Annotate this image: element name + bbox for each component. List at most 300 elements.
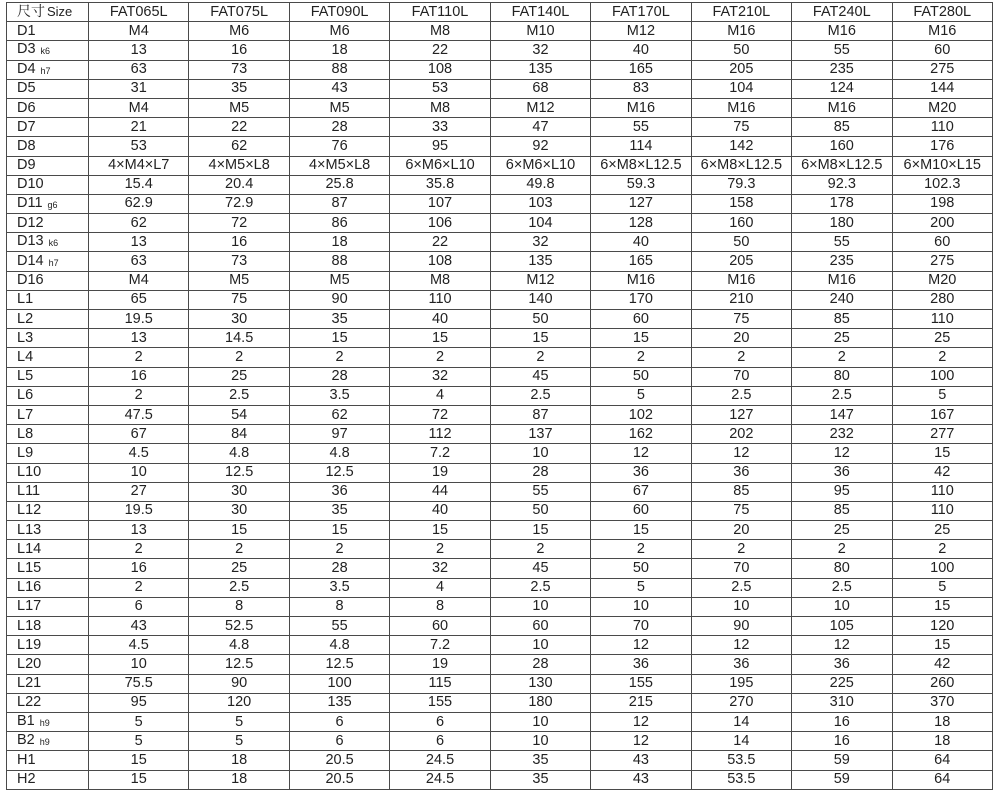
table-cell: 28 — [289, 118, 389, 137]
table-row — [7, 22, 993, 41]
row-label — [7, 674, 89, 693]
table-cell: 110 — [892, 501, 993, 520]
table-row — [7, 290, 993, 309]
table-cell: 15 — [591, 329, 691, 348]
table-cell: 53 — [89, 137, 189, 156]
row-label-text: H2 — [17, 771, 36, 788]
table-cell: 19 — [390, 463, 490, 482]
table-cell: 10 — [490, 444, 590, 463]
table-cell: 2.5 — [189, 578, 289, 597]
table-cell: 47 — [490, 118, 590, 137]
table-cell: 20.5 — [289, 770, 389, 789]
table-cell: 18 — [289, 41, 389, 60]
row-label-text: D12 — [17, 214, 44, 231]
row-label-text: L4 — [17, 348, 34, 365]
table-cell: 225 — [792, 674, 892, 693]
table-cell: 59 — [792, 770, 892, 789]
row-label-text: D10 — [17, 176, 44, 193]
table-cell: 20.4 — [189, 175, 289, 194]
table-cell: 6 — [390, 712, 490, 731]
table-cell: 2.5 — [691, 386, 791, 405]
table-cell: 2 — [89, 348, 189, 367]
row-label-text: L6 — [17, 387, 34, 404]
row-label-text: D13 — [17, 233, 44, 250]
table-cell: 70 — [691, 559, 791, 578]
table-cell: 36 — [792, 463, 892, 482]
table-cell: 50 — [490, 501, 590, 520]
table-cell: 120 — [892, 617, 993, 636]
table-cell: M5 — [289, 271, 389, 290]
row-label — [7, 98, 89, 117]
table-cell: M16 — [691, 22, 791, 41]
table-row — [7, 501, 993, 520]
table-cell: 3.5 — [289, 578, 389, 597]
table-cell: 67 — [89, 425, 189, 444]
table-cell: 67 — [591, 482, 691, 501]
table-cell: 275 — [892, 60, 993, 79]
table-cell: 270 — [691, 693, 791, 712]
table-row — [7, 578, 993, 597]
table-cell: 112 — [390, 425, 490, 444]
table-cell: 36 — [591, 463, 691, 482]
table-cell: 36 — [691, 463, 791, 482]
table-cell: 7.2 — [390, 636, 490, 655]
table-cell: 12.5 — [189, 463, 289, 482]
row-label — [7, 425, 89, 444]
model-header: FAT075L — [189, 3, 289, 22]
table-cell: 52.5 — [189, 617, 289, 636]
table-cell: 10 — [490, 732, 590, 751]
table-row — [7, 214, 993, 233]
table-cell: 15 — [892, 597, 993, 616]
table-cell: 36 — [591, 655, 691, 674]
row-label — [7, 578, 89, 597]
table-body — [7, 22, 993, 790]
table-cell: 4.8 — [189, 444, 289, 463]
table-cell: 19.5 — [89, 310, 189, 329]
table-row — [7, 617, 993, 636]
row-label-text: D16 — [17, 272, 44, 289]
row-label-text: D6 — [17, 99, 36, 116]
table-cell: 40 — [591, 233, 691, 252]
row-label-text: L18 — [17, 617, 42, 634]
table-cell: 68 — [490, 79, 590, 98]
table-cell: 31 — [89, 79, 189, 98]
table-cell: 155 — [591, 674, 691, 693]
row-label-text: B1 — [17, 713, 35, 730]
table-cell: 75 — [691, 310, 791, 329]
table-cell: 18 — [189, 751, 289, 770]
table-cell: 12 — [591, 732, 691, 751]
table-cell: 165 — [591, 252, 691, 271]
table-cell: 92.3 — [792, 175, 892, 194]
row-label-text: D3 — [17, 41, 36, 58]
table-cell: 6 — [89, 597, 189, 616]
row-label-text: L8 — [17, 425, 34, 442]
table-cell: 106 — [390, 214, 490, 233]
table-cell: 15 — [892, 444, 993, 463]
row-label — [7, 194, 89, 213]
row-label — [7, 156, 89, 175]
table-row — [7, 597, 993, 616]
table-cell: 3.5 — [289, 386, 389, 405]
table-cell: 60 — [591, 501, 691, 520]
table-cell: 28 — [289, 367, 389, 386]
table-cell: 54 — [189, 405, 289, 424]
table-row — [7, 348, 993, 367]
table-cell: 4×M5×L8 — [189, 156, 289, 175]
table-row — [7, 463, 993, 482]
table-cell: 15 — [390, 521, 490, 540]
table-cell: 45 — [490, 367, 590, 386]
table-cell: 85 — [792, 310, 892, 329]
table-cell: 4.8 — [189, 636, 289, 655]
table-cell: M16 — [691, 271, 791, 290]
table-row — [7, 79, 993, 98]
tolerance-subscript: h9 — [39, 737, 50, 748]
table-cell: 8 — [289, 597, 389, 616]
table-cell: 32 — [490, 41, 590, 60]
table-cell: 35 — [189, 79, 289, 98]
table-cell: 72.9 — [189, 194, 289, 213]
table-cell: M16 — [591, 98, 691, 117]
table-cell: 22 — [390, 233, 490, 252]
table-cell: 15 — [892, 636, 993, 655]
table-cell: 100 — [892, 367, 993, 386]
row-label — [7, 405, 89, 424]
table-cell: 15 — [591, 521, 691, 540]
table-cell: 32 — [490, 233, 590, 252]
row-label — [7, 636, 89, 655]
table-cell: 15 — [490, 329, 590, 348]
table-cell: 75 — [189, 290, 289, 309]
table-cell: 2 — [289, 540, 389, 559]
table-row — [7, 405, 993, 424]
table-row — [7, 252, 993, 271]
row-label-text: L15 — [17, 560, 42, 577]
table-cell: M12 — [490, 271, 590, 290]
table-cell: 76 — [289, 137, 389, 156]
table-cell: 75 — [691, 501, 791, 520]
row-label-text: L9 — [17, 444, 34, 461]
table-cell: 6×M8×L12.5 — [691, 156, 791, 175]
table-cell: 108 — [390, 252, 490, 271]
table-cell: 86 — [289, 214, 389, 233]
table-cell: 6×M6×L10 — [390, 156, 490, 175]
table-cell: 47.5 — [89, 405, 189, 424]
table-cell: M6 — [189, 22, 289, 41]
table-cell: 275 — [892, 252, 993, 271]
table-cell: 55 — [490, 482, 590, 501]
table-cell: 90 — [691, 617, 791, 636]
table-cell: 60 — [591, 310, 691, 329]
table-row — [7, 444, 993, 463]
table-cell: 25 — [792, 329, 892, 348]
table-row — [7, 540, 993, 559]
table-cell: 62.9 — [89, 194, 189, 213]
row-label — [7, 444, 89, 463]
table-cell: 62 — [89, 214, 189, 233]
table-cell: 198 — [892, 194, 993, 213]
table-cell: 83 — [591, 79, 691, 98]
row-label-text: D7 — [17, 118, 36, 135]
table-cell: 10 — [89, 463, 189, 482]
table-row — [7, 482, 993, 501]
table-cell: 62 — [189, 137, 289, 156]
table-cell: 10 — [490, 597, 590, 616]
table-cell: 85 — [691, 482, 791, 501]
table-row — [7, 271, 993, 290]
table-cell: 115 — [390, 674, 490, 693]
header-row — [7, 3, 993, 22]
table-cell: 12 — [591, 712, 691, 731]
table-cell: 50 — [591, 367, 691, 386]
table-cell: 60 — [892, 233, 993, 252]
row-label-text: D14 — [17, 252, 44, 269]
table-cell: 102.3 — [892, 175, 993, 194]
table-cell: 20.5 — [289, 751, 389, 770]
table-cell: 2 — [892, 348, 993, 367]
row-label-text: L21 — [17, 675, 42, 692]
table-cell: 16 — [189, 41, 289, 60]
model-header: FAT065L — [89, 3, 189, 22]
row-label-text: L17 — [17, 598, 42, 615]
table-cell: 80 — [792, 559, 892, 578]
table-row — [7, 233, 993, 252]
size-header-cn: 尺寸 — [17, 3, 45, 20]
table-cell: 16 — [89, 367, 189, 386]
row-label — [7, 751, 89, 770]
table-cell: 127 — [691, 405, 791, 424]
table-cell: 88 — [289, 252, 389, 271]
table-cell: 55 — [792, 233, 892, 252]
row-label — [7, 41, 89, 60]
table-row — [7, 751, 993, 770]
table-cell: 2 — [189, 540, 289, 559]
table-cell: 232 — [792, 425, 892, 444]
row-label-text: D1 — [17, 22, 36, 39]
table-cell: 88 — [289, 60, 389, 79]
table-cell: 6 — [390, 732, 490, 751]
table-cell: 25 — [189, 559, 289, 578]
model-header: FAT090L — [289, 3, 389, 22]
table-cell: 2 — [792, 348, 892, 367]
table-cell: 310 — [792, 693, 892, 712]
table-cell: 2 — [89, 540, 189, 559]
table-cell: 235 — [792, 60, 892, 79]
table-cell: 7.2 — [390, 444, 490, 463]
table-cell: 104 — [490, 214, 590, 233]
table-cell: 75.5 — [89, 674, 189, 693]
table-cell: 2 — [289, 348, 389, 367]
table-cell: 4.5 — [89, 444, 189, 463]
table-row — [7, 521, 993, 540]
table-cell: 2.5 — [490, 386, 590, 405]
table-cell: 19.5 — [89, 501, 189, 520]
table-cell: 42 — [892, 463, 993, 482]
table-cell: M6 — [289, 22, 389, 41]
row-label — [7, 540, 89, 559]
table-cell: M4 — [89, 98, 189, 117]
table-cell: 64 — [892, 751, 993, 770]
table-cell: 210 — [691, 290, 791, 309]
table-cell: 35.8 — [390, 175, 490, 194]
table-cell: 62 — [289, 405, 389, 424]
table-cell: 64 — [892, 770, 993, 789]
table-cell: 155 — [390, 693, 490, 712]
table-cell: 10 — [89, 655, 189, 674]
table-cell: 5 — [189, 732, 289, 751]
table-cell: 2 — [490, 540, 590, 559]
table-cell: 2.5 — [189, 386, 289, 405]
row-label-text: D8 — [17, 137, 36, 154]
table-cell: 45 — [490, 559, 590, 578]
table-cell: 103 — [490, 194, 590, 213]
table-cell: 30 — [189, 501, 289, 520]
model-header: FAT240L — [792, 3, 892, 22]
table-cell: 30 — [189, 310, 289, 329]
table-cell: 55 — [289, 617, 389, 636]
table-row — [7, 636, 993, 655]
table-cell: 36 — [792, 655, 892, 674]
table-cell: 12 — [591, 444, 691, 463]
table-cell: M16 — [792, 98, 892, 117]
table-row — [7, 674, 993, 693]
table-cell: 15 — [289, 521, 389, 540]
row-label — [7, 693, 89, 712]
table-cell: 142 — [691, 137, 791, 156]
table-row — [7, 156, 993, 175]
table-cell: 15 — [89, 751, 189, 770]
table-cell: 15 — [89, 770, 189, 789]
table-row — [7, 693, 993, 712]
table-cell: 19 — [390, 655, 490, 674]
table-cell: 21 — [89, 118, 189, 137]
row-label-text: H1 — [17, 751, 36, 768]
table-cell: 28 — [490, 655, 590, 674]
table-cell: 85 — [792, 501, 892, 520]
table-cell: 12 — [792, 444, 892, 463]
table-cell: 4×M4×L7 — [89, 156, 189, 175]
table-cell: 2.5 — [792, 578, 892, 597]
table-cell: 10 — [490, 712, 590, 731]
table-cell: 176 — [892, 137, 993, 156]
table-cell: 80 — [792, 367, 892, 386]
table-cell: 60 — [490, 617, 590, 636]
row-label-text: L13 — [17, 521, 42, 538]
table-cell: M5 — [289, 98, 389, 117]
row-label — [7, 233, 89, 252]
table-cell: M20 — [892, 271, 993, 290]
table-cell: 2 — [691, 540, 791, 559]
table-cell: 73 — [189, 60, 289, 79]
table-cell: M8 — [390, 271, 490, 290]
table-row — [7, 329, 993, 348]
table-row — [7, 175, 993, 194]
table-cell: 178 — [792, 194, 892, 213]
table-cell: 12 — [792, 636, 892, 655]
table-cell: 50 — [691, 233, 791, 252]
table-cell: 43 — [289, 79, 389, 98]
table-cell: 2 — [89, 386, 189, 405]
row-label — [7, 290, 89, 309]
table-cell: 92 — [490, 137, 590, 156]
table-cell: 12 — [591, 636, 691, 655]
table-cell: 202 — [691, 425, 791, 444]
table-cell: 16 — [89, 559, 189, 578]
table-cell: 108 — [390, 60, 490, 79]
table-cell: 2 — [892, 540, 993, 559]
table-cell: 110 — [390, 290, 490, 309]
row-label — [7, 712, 89, 731]
tolerance-subscript: k6 — [40, 46, 51, 57]
row-label — [7, 79, 89, 98]
dimension-table — [6, 2, 993, 790]
table-row — [7, 137, 993, 156]
model-header: FAT140L — [490, 3, 590, 22]
table-cell: 5 — [89, 732, 189, 751]
row-label — [7, 559, 89, 578]
row-label-text: L2 — [17, 310, 34, 327]
row-label-text: L3 — [17, 329, 34, 346]
row-label — [7, 214, 89, 233]
table-cell: 97 — [289, 425, 389, 444]
table-cell: 53.5 — [691, 770, 791, 789]
table-cell: 4 — [390, 386, 490, 405]
table-cell: 36 — [691, 655, 791, 674]
table-cell: M8 — [390, 22, 490, 41]
row-label — [7, 597, 89, 616]
table-cell: 4.8 — [289, 636, 389, 655]
table-cell: 53.5 — [691, 751, 791, 770]
table-cell: 104 — [691, 79, 791, 98]
table-row — [7, 118, 993, 137]
table-cell: M5 — [189, 98, 289, 117]
table-cell: 18 — [892, 732, 993, 751]
table-cell: 75 — [691, 118, 791, 137]
table-cell: 2.5 — [792, 386, 892, 405]
table-cell: 55 — [792, 41, 892, 60]
table-cell: 8 — [189, 597, 289, 616]
table-cell: 15 — [289, 329, 389, 348]
table-cell: 70 — [691, 367, 791, 386]
table-cell: 6×M6×L10 — [490, 156, 590, 175]
table-row — [7, 194, 993, 213]
table-cell: 33 — [390, 118, 490, 137]
table-cell: 87 — [289, 194, 389, 213]
table-cell: 24.5 — [390, 770, 490, 789]
table-cell: 277 — [892, 425, 993, 444]
table-cell: 28 — [289, 559, 389, 578]
table-cell: 35 — [490, 770, 590, 789]
tolerance-subscript: k6 — [48, 238, 59, 249]
table-cell: 370 — [892, 693, 993, 712]
row-label — [7, 271, 89, 290]
row-label — [7, 60, 89, 79]
table-cell: 5 — [591, 386, 691, 405]
tolerance-subscript: h7 — [48, 257, 59, 268]
row-label — [7, 521, 89, 540]
table-cell: 40 — [390, 501, 490, 520]
table-row — [7, 367, 993, 386]
table-cell: 2.5 — [691, 578, 791, 597]
row-label — [7, 732, 89, 751]
table-cell: 6×M10×L15 — [892, 156, 993, 175]
table-cell: 235 — [792, 252, 892, 271]
row-label-text: D5 — [17, 80, 36, 97]
row-label-text: D4 — [17, 60, 36, 77]
table-cell: 16 — [792, 732, 892, 751]
